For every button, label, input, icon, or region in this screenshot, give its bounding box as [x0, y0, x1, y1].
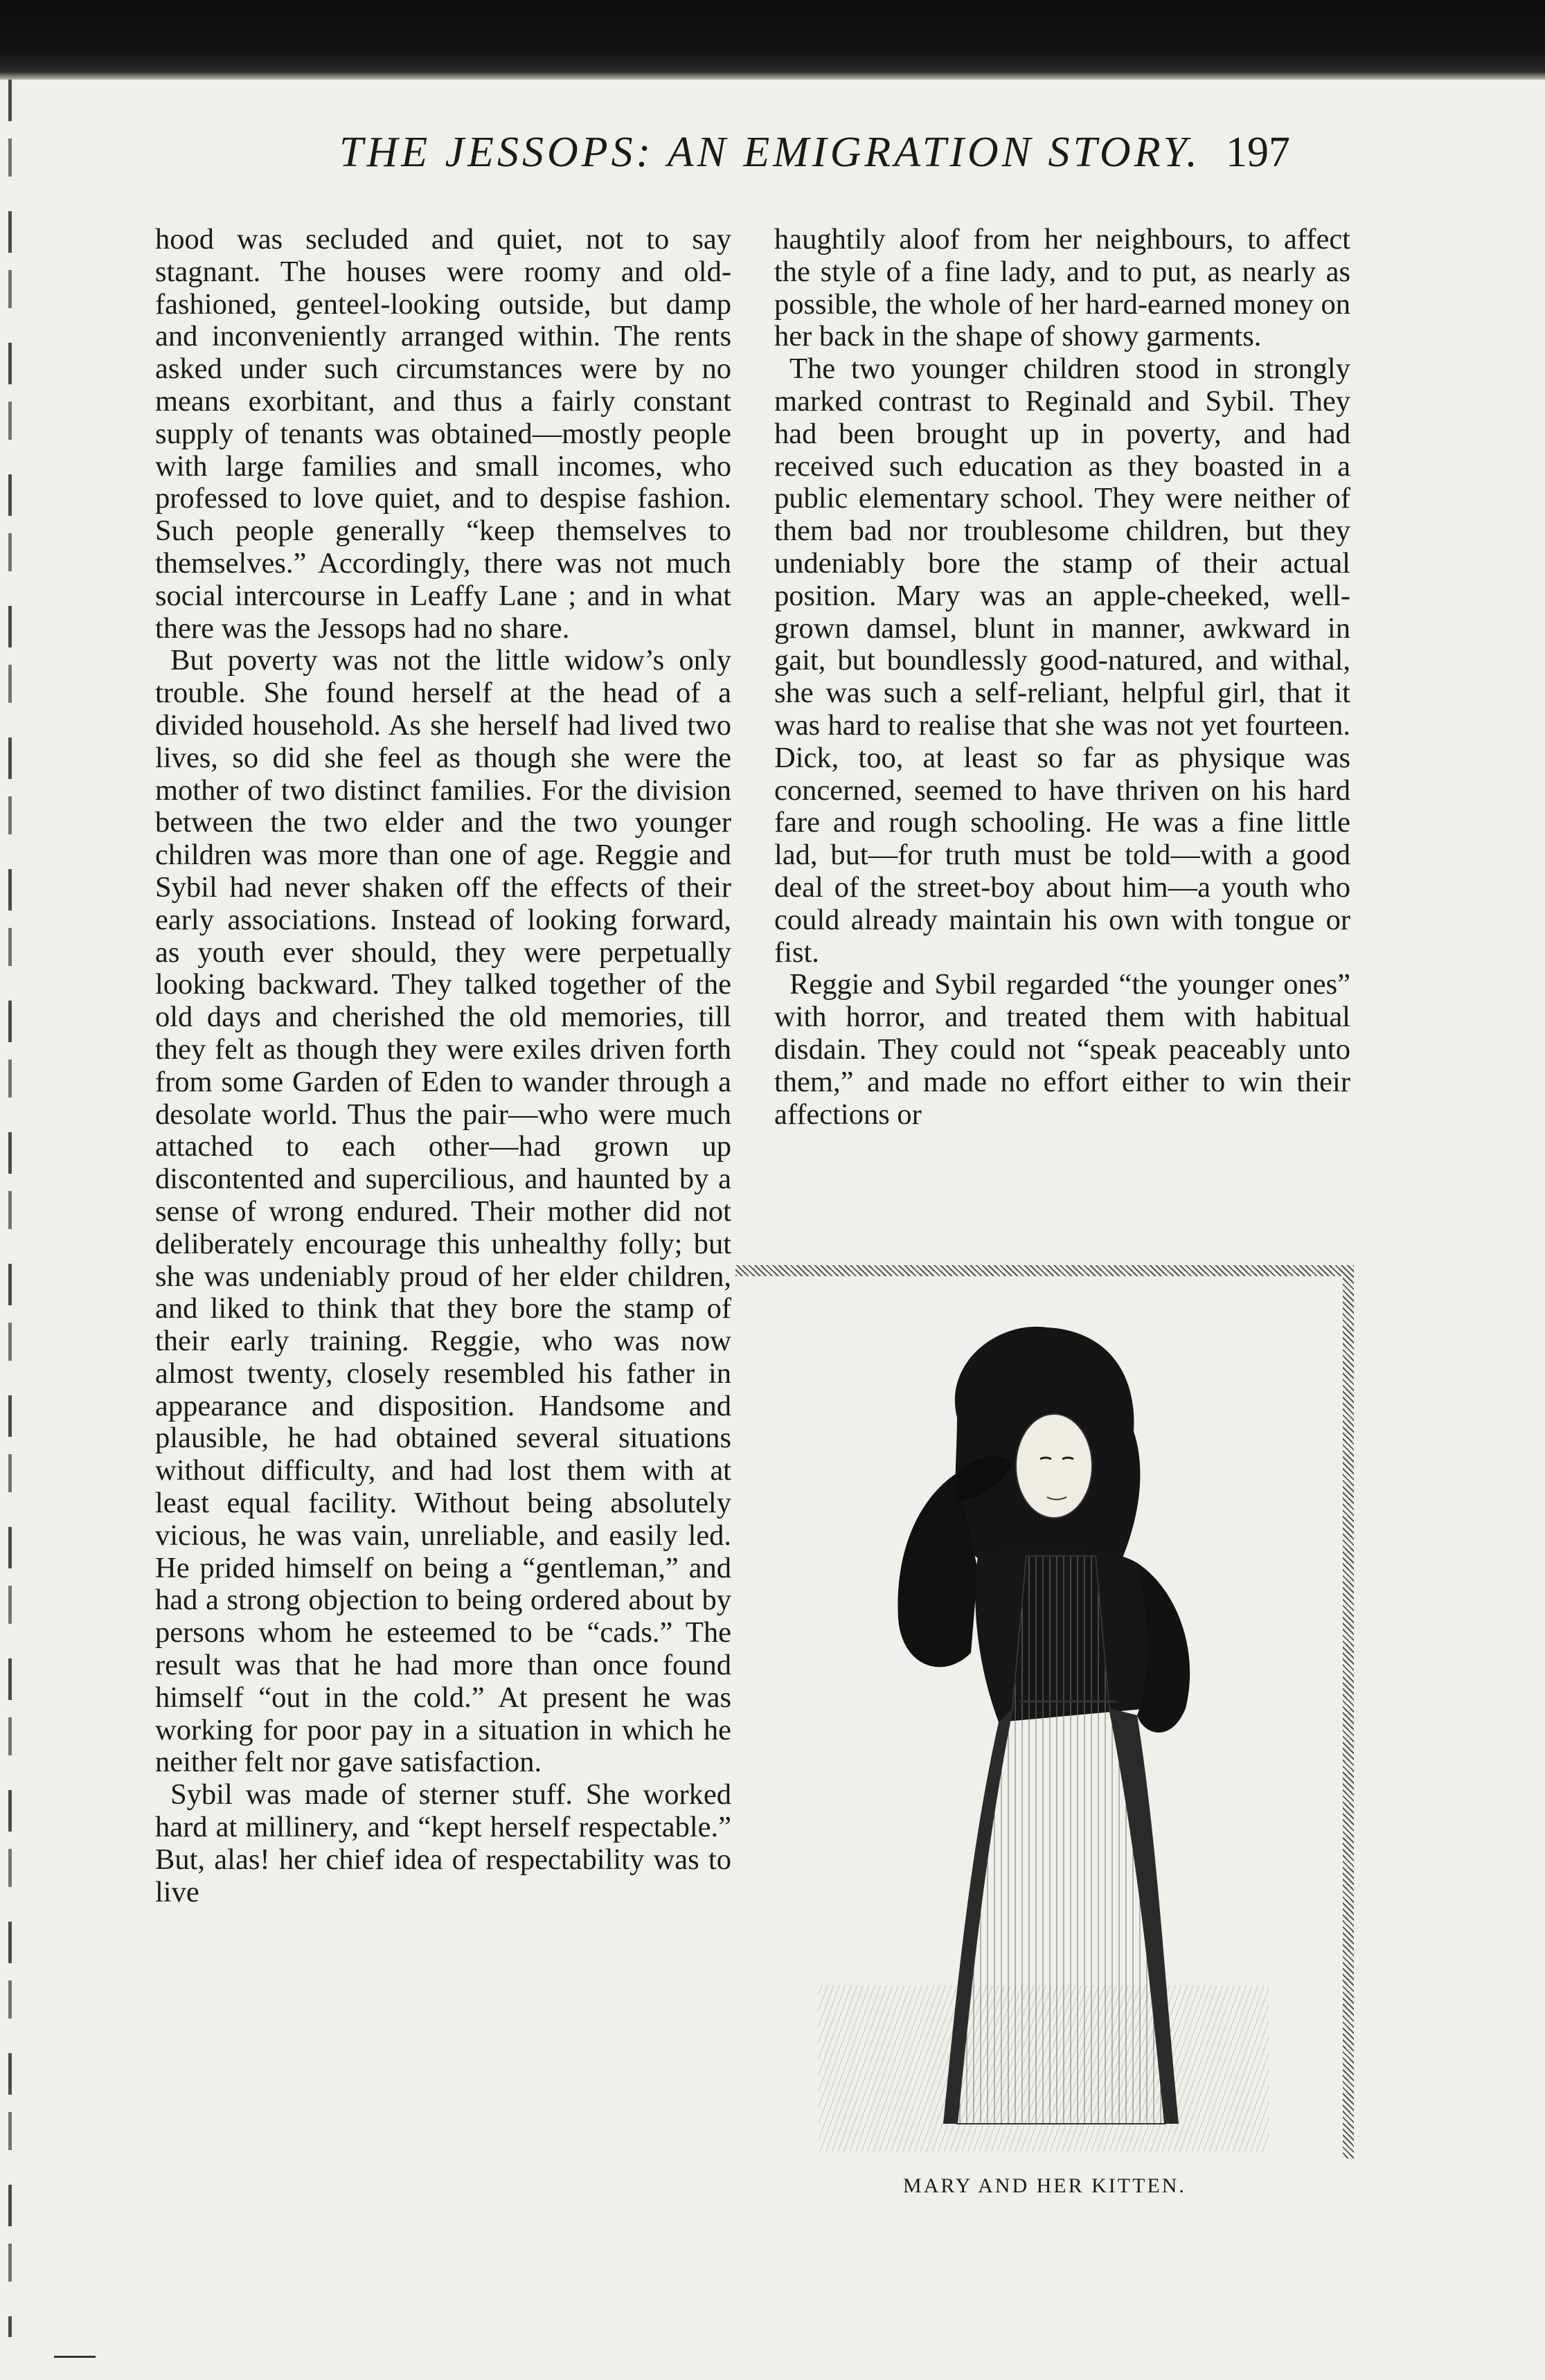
scan-left-edge [8, 80, 12, 2337]
scan-top-border [0, 0, 1545, 80]
paragraph: Sybil was made of sterner stuff. She worked hard at millinery, and “kept herself respectable.” But, alas! her chief idea of respectability was to live [155, 1778, 731, 1908]
page-number: 197 [1226, 129, 1290, 176]
paragraph: hood was secluded and quiet, not to say stagnant. The houses were roomy and old-fashioned, genteel-looking outside, but damp and inconveniently arranged within. The rents asked under such circumstances were by no means exorbitant, and thus a fairly constant supply of tenants was obtained—mostly people with large families and small incomes, who professed to love quiet, and to despise fashion. Such people generally “keep themselves to themselves.” Accordingly, there was not much social intercourse in Leaffy Lane ; and in what there was the Jessops had no share. [155, 223, 731, 645]
paragraph: Reggie and Sybil regarded “the younger ones” with horror, and treated them with habitual disdain. They could not “speak peaceably unto them,” and made no effort either to win their affections or [774, 968, 1350, 1131]
paragraph: But poverty was not the little widow’s only trouble. She found herself at the head of a divided household. As she herself had lived two lives, so did she feel as though she were the mother of two distinct families. For the division between the two elder and the two younger children was more than one of age. Reggie and Sybil had never shaken off the effects of their early associations. Instead of looking forward, as youth ever should, they were perpetually looking backward. They talked together of the old days and cherished the old memories, till they felt as though they were exiles driven forth from some Garden of Eden to wander through a desolate world. Thus the pair—who were much attached to each other—had grown up discontented and supercilious, and haunted by a sense of wrong endured. Their mother did not deliberately encourage this unhealthy folly; but she was undeniably proud of her elder children, and liked to think that they bore the stamp of their early training. Reggie, who was now almost twenty, closely resembled his father in appearance and disposition. Handsome and plausible, he had obtained several situations without difficulty, and had lost them with at least equal facility. Without being absolutely vicious, he was vain, unreliable, and easily led. He prided himself on being a “gentleman,” and had a strong objection to being ordered about by persons whom he esteemed to be “cads.” The result was that he had more than once found himself “out in the cold.” At present he was working for poor pay in a situation in which he neither felt nor gave satisfaction. [155, 644, 731, 1779]
illustration-caption: MARY AND HER KITTEN. [903, 2174, 1186, 2197]
page-header [339, 128, 1309, 190]
left-column [155, 224, 731, 1908]
right-column [774, 224, 1350, 1131]
running-title: THE JESSOPS: AN EMIGRATION STORY. [339, 129, 1201, 176]
paragraph: haughtily aloof from her neighbours, to affect the style of a fine lady, and to put, as nearly as possible, the whole of her hard-earned money on her back in the shape of showy garments. [774, 223, 1350, 353]
illustration-frame [735, 1265, 1354, 2158]
illustration [749, 1293, 1334, 2158]
paragraph: The two younger children stood in strongly marked contrast to Reginald and Sybil. They had been brought up in poverty, and had received such education as they boasted in a public elementary school. They were neither of them bad nor troublesome children, but they undeniably bore the stamp of their actual position. Mary was an apple-cheeked, well-grown damsel, blunt in manner, awkward in gait, but boundlessly good-natured, and withal, she was such a self-reliant, helpful girl, that it was hard to realise that she was not yet fourteen. Dick, too, at least so far as physique was concerned, seemed to have thriven on his hard fare and rough schooling. He was a fine little lad, but—for truth must be told—with a good deal of the street-boy about him—a youth who could already maintain his own with tongue or fist. [774, 352, 1350, 969]
scan-mark [54, 2356, 96, 2358]
